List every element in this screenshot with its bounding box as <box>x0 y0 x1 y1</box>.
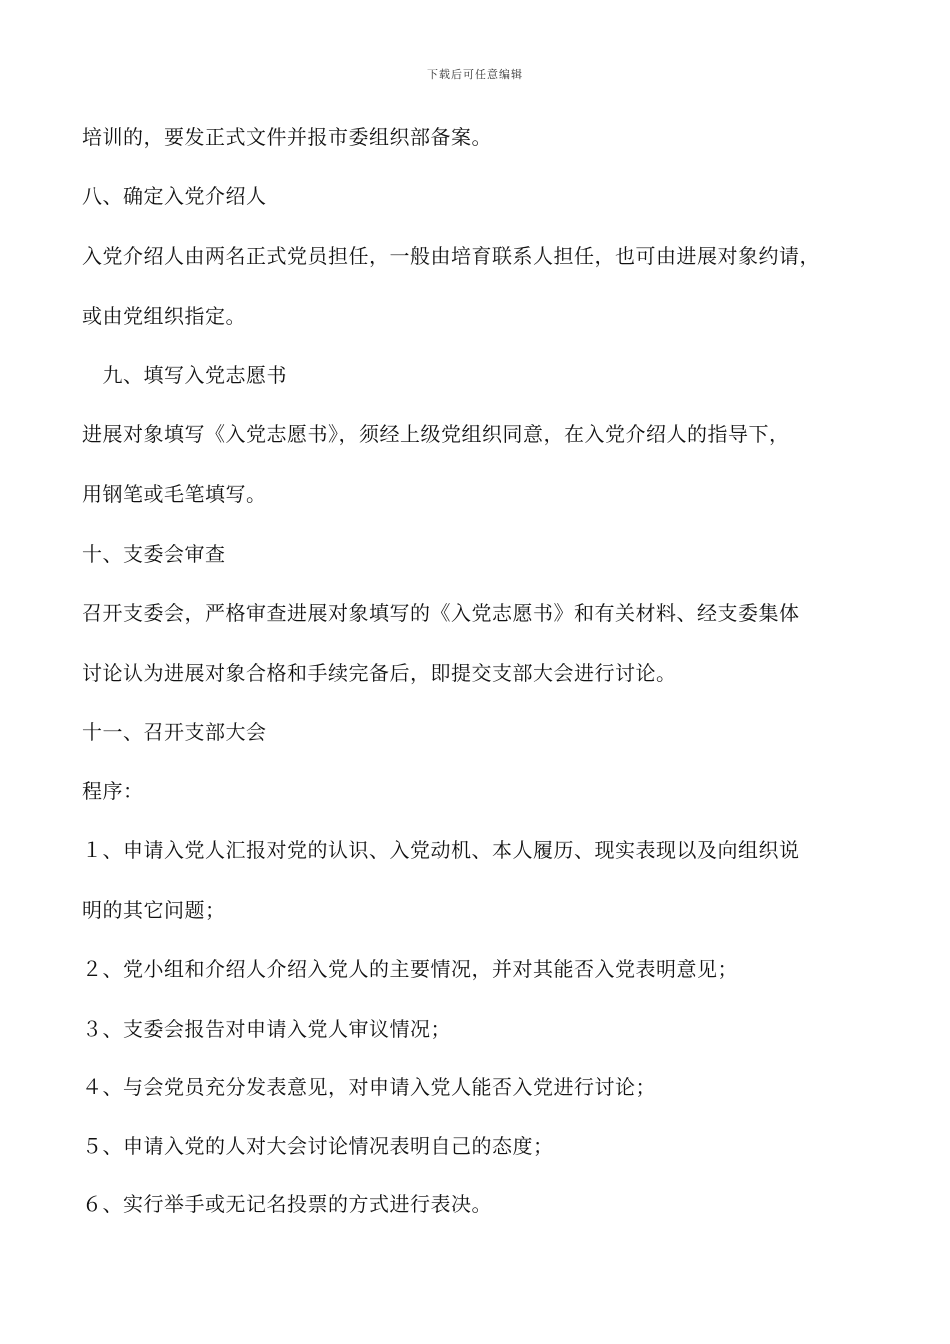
paragraph-line: 或由党组织指定。 <box>82 304 246 328</box>
list-item: ４、与会党员充分发表意见，对申请入党人能否入党进行讨论； <box>82 1075 656 1099</box>
section-heading-8: 八、确定入党介绍人 <box>82 184 267 208</box>
paragraph-line: 进展对象填写《入党志愿书》，须经上级党组织同意，在入党介绍人的指导下， <box>82 422 790 446</box>
paragraph-line: 培训的，要发正式文件并报市委组织部备案。 <box>82 125 492 149</box>
list-item: ６、实行举手或无记名投票的方式进行表决。 <box>82 1192 492 1216</box>
section-heading-9: 九、填写入党志愿书 <box>82 363 287 387</box>
section-heading-11: 十一、召开支部大会 <box>82 720 267 744</box>
list-item: １、申请入党人汇报对党的认识、入党动机、本人履历、现实表现以及向组织说 <box>82 838 800 862</box>
page-header: 下载后可任意编辑 <box>427 68 523 81</box>
list-item-continuation: 明的其它问题； <box>82 898 226 922</box>
paragraph-line: 讨论认为进展对象合格和手续完备后，即提交支部大会进行讨论。 <box>82 661 677 685</box>
paragraph-line: 用钢笔或毛笔填写。 <box>82 482 267 506</box>
paragraph-line: 入党介绍人由两名正式党员担任，一般由培育联系人担任，也可由进展对象约请， <box>82 244 820 268</box>
list-item: ２、党小组和介绍人介绍入党人的主要情况，并对其能否入党表明意见； <box>82 957 738 981</box>
section-heading-10: 十、支委会审查 <box>82 542 226 566</box>
paragraph-line: 召开支委会，严格审查进展对象填写的《入党志愿书》和有关材料、经支委集体 <box>82 601 800 625</box>
list-item: ５、申请入党的人对大会讨论情况表明自己的态度； <box>82 1134 554 1158</box>
list-item: ３、支委会报告对申请入党人审议情况； <box>82 1017 451 1041</box>
procedure-label: 程序： <box>82 779 144 803</box>
